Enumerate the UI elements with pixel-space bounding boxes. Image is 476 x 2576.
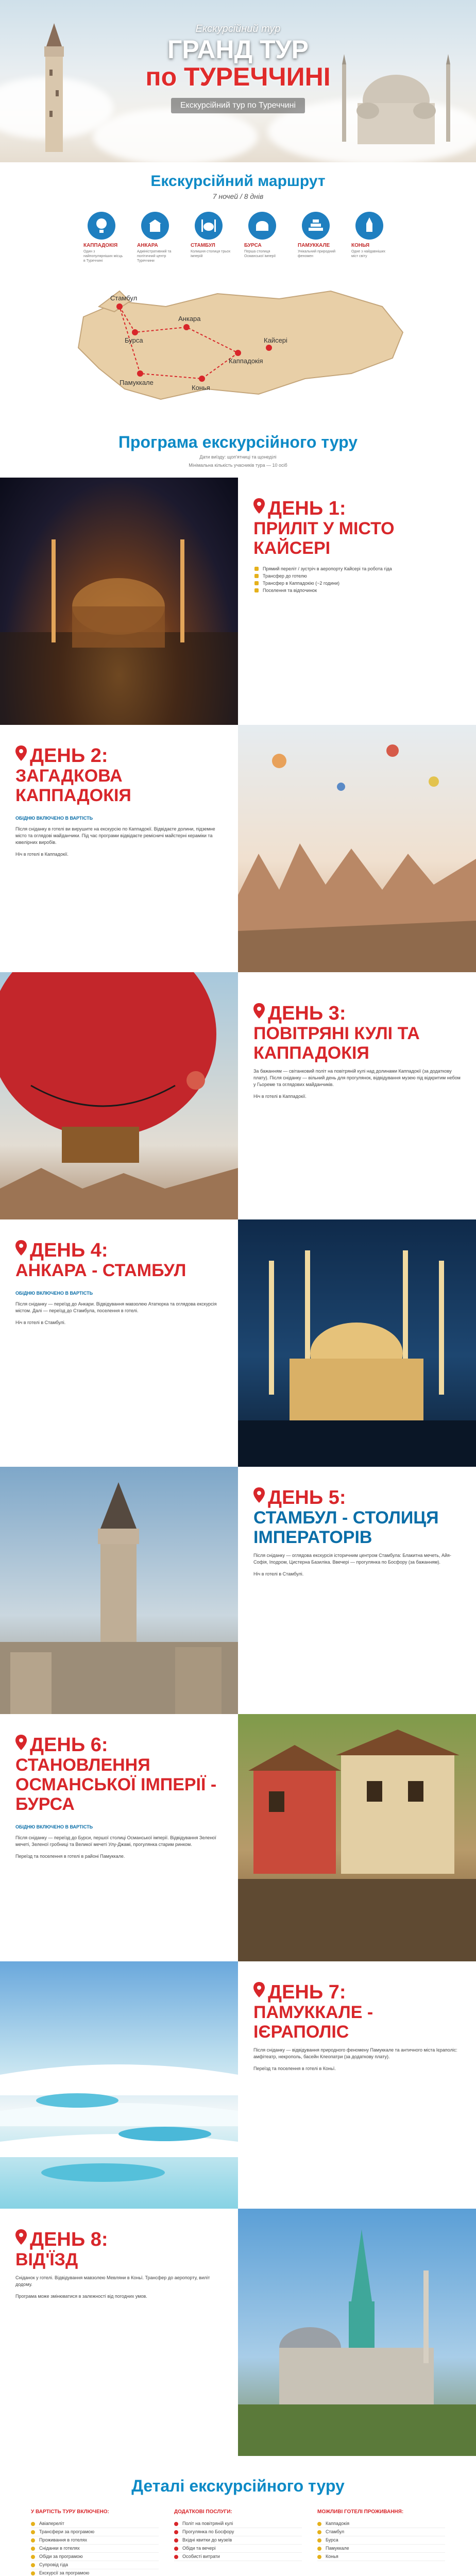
day-6-included: ОБІДНЮ ВКЛЮЧЕНО В ВАРТІСТЬ (15, 1824, 93, 1829)
location-pin-icon (15, 1240, 27, 1256)
mosque-icon (199, 216, 218, 235)
day-5 (0, 1467, 476, 1714)
day-2-included: ОБІДНЮ ВКЛЮЧЕНО В ВАРТІСТЬ (15, 816, 93, 821)
hero-title-accent: по ТУРЕЧЧИНІ (145, 62, 331, 91)
hot-air-balloon-image (0, 972, 238, 1219)
list-item: Поселення та відпочинок (253, 587, 461, 594)
hero-banner (0, 0, 476, 162)
mevlana-museum-image (238, 2209, 476, 2456)
day-6-photo (238, 1714, 476, 1961)
map-label-bursa: Бурса (125, 336, 143, 344)
day-4-photo (238, 1219, 476, 1467)
day-3-label: ДЕНЬ 3: (268, 1003, 346, 1024)
day-4 (0, 1219, 476, 1467)
route-stop: КАППАДОКІЯ Один з найпопулярніших місць в Туреччині (83, 212, 125, 263)
list-item: Трансфер в Каппадокію (~2 години) (253, 580, 461, 587)
day-8-label: ДЕНЬ 8: (30, 2229, 108, 2250)
terraces-icon (307, 216, 325, 235)
route-duration: 7 ночей / 8 днів (212, 192, 264, 200)
day-3 (0, 972, 476, 1219)
day-7-closing: Переїзд та поселення в готелі в Коньї. (253, 2066, 336, 2071)
monument-icon (146, 216, 164, 235)
day-4-title: АНКАРА - СТАМБУЛ (15, 1261, 186, 1280)
list-item: Прогулянка по Босфору (174, 2528, 302, 2536)
route-stop: СТАМБУЛ Колишня столиця трьох імперій (191, 212, 232, 263)
day-3-title: ПОВІТРЯНІ КУЛІ ТА КАППАДОКІЯ (253, 1024, 420, 1063)
included-heading: У ВАРТІСТЬ ТУРУ ВКЛЮЧЕНО: (31, 2509, 109, 2515)
map-label-kayseri: Кайсері (264, 336, 287, 344)
list-item: Політ на повітряній кулі (174, 2520, 302, 2528)
day-1-label: ДЕНЬ 1: (268, 498, 346, 519)
route-stop: КОНЬЯ Одне з найдавніших міст світу (351, 212, 393, 263)
list-item: Супровід гіда (31, 2561, 159, 2569)
cappadocia-landscape-image (238, 725, 476, 972)
city-night-image (0, 478, 238, 725)
list-item: Обіди за програмою (31, 2553, 159, 2561)
day-8 (0, 2209, 476, 2456)
dome-icon (253, 216, 271, 235)
day-2-title: ЗАГАДКОВА КАППАДОКІЯ (15, 766, 131, 805)
day-8-description: Сніданок у готелі. Відвідування мавзолею Мевляни в Коньї. Трансфер до аеропорту, виліт додому. (15, 2275, 210, 2287)
day-3-description: За бажанням — світанковий політ на повітряній кулі над долинами Каппадокії (за додаткову плату). Після сніданку — вільний день для прогулянок, відвідування музею під відкритим небом у Гьореме та оглядових майданчиків. (253, 1069, 461, 1087)
day-1 (0, 478, 476, 725)
day-4-label: ДЕНЬ 4: (30, 1240, 108, 1261)
day-4-description: Після сніданку — переїзд до Анкари. Відвідування мавзолею Ататюрка та оглядова екскурсія містом. Далі — переїзд до Стамбула, поселення в готелі. (15, 1301, 217, 1313)
day-8-photo (238, 2209, 476, 2456)
day-6-closing: Переїзд та поселення в готелі в районі Памуккале. (15, 1854, 125, 1859)
hotels-column (317, 2509, 445, 2576)
day-2-closing: Ніч в готелі в Каппадокії. (15, 852, 69, 857)
route-stop: АНКАРА Адміністративний та політичний центр Туреччини (137, 212, 178, 263)
day-1-photo (0, 478, 238, 725)
list-item: Сніданки в готелях (31, 2545, 159, 2553)
day-6-description: Після сніданку — переїзд до Бурси, першої столиці Османської імперії. Відвідування Зеленої мечеті, Зеленої гробниці та Великої мечеті Улу-Джамі, прогулянка старим ринком. (15, 1835, 216, 1847)
map-label-cappadocia: Каппадокія (229, 357, 263, 365)
pamukkale-terraces-image (0, 1961, 238, 2209)
day-4-included: ОБІДНЮ ВКЛЮЧЕНО В ВАРТІСТЬ (15, 1291, 93, 1296)
day-3-closing: Ніч в готелі в Каппадокії. (253, 1094, 307, 1099)
location-pin-icon (15, 2229, 27, 2245)
location-pin-icon (253, 498, 265, 514)
extras-column (174, 2509, 302, 2576)
map-label-konya: Конья (192, 384, 210, 392)
mosque-night-image (238, 1219, 476, 1467)
location-pin-icon (253, 1003, 265, 1019)
day-5-title: СТАМБУЛ - СТОЛИЦЯ ІМПЕРАТОРІВ (253, 1508, 439, 1547)
day-7-title: ПАМУККАЛЕ - ІЄРАПОЛІС (253, 2003, 373, 2042)
program-dates-note: Дати виїзду: щоп'ятниці та щонеділі (199, 454, 277, 460)
map-label-pamukkale: Памуккале (120, 379, 154, 386)
list-item: Обіди та вечері (174, 2545, 302, 2553)
day-2 (0, 725, 476, 972)
day-3-photo (0, 972, 238, 1219)
day-5-label: ДЕНЬ 5: (268, 1487, 346, 1509)
hero-cta-button[interactable]: Екскурсійний тур по Туреччині (171, 98, 305, 113)
day-2-label: ДЕНЬ 2: (30, 745, 108, 767)
ottoman-houses-image (238, 1714, 476, 1961)
route-stops (0, 212, 476, 263)
list-item: Екскурсії за програмою (31, 2569, 159, 2576)
day-6 (0, 1714, 476, 1961)
program-section (0, 422, 476, 478)
program-title: Програма екскурсійного туру (118, 433, 358, 451)
list-item: Памуккале (317, 2545, 445, 2553)
program-min-note: Мінімальна кількість учасників тура — 10 осіб (189, 463, 287, 468)
list-item: Конья (317, 2553, 445, 2561)
route-stop: ПАМУККАЛЕ Унікальний природний феномен (298, 212, 339, 263)
day-2-photo (238, 725, 476, 972)
galata-tower-image (0, 1467, 238, 1714)
list-item: Стамбул (317, 2528, 445, 2536)
day-5-closing: Ніч в готелі в Стамбулі. (253, 1571, 304, 1577)
list-item: Прямий переліт / зустріч в аеропорту Кайсері та робота гіда (253, 565, 461, 572)
balloon-icon (92, 216, 111, 235)
day-1-list (253, 565, 461, 594)
details-title: Деталі екскурсійного туру (131, 2477, 345, 2495)
route-section (0, 162, 476, 422)
location-pin-icon (253, 1487, 265, 1503)
list-item: Каппадокія (317, 2520, 445, 2528)
list-item: Трансфери за програмою (31, 2528, 159, 2536)
day-5-description: Після сніданку — оглядова екскурсія історичним центром Стамбула: Блакитна мечеть, Айя-Софія, Іподром, Цистерна Базиліка. Ввечері — прогулянка по Босфору (за бажанням). (253, 1553, 451, 1565)
day-7-description: Після сніданку — відвідування природного феномену Памуккале та античного міста Ієраполіс: амфітеатр, некрополь, басейн Клеопатри (за додаткову плату). (253, 2047, 457, 2059)
map-label-ankara: Анкара (178, 315, 201, 323)
route-title: Екскурсійний маршрут (150, 173, 326, 190)
hotels-heading: МОЖЛИВІ ГОТЕЛІ ПРОЖИВАННЯ: (317, 2509, 404, 2515)
location-pin-icon (15, 745, 27, 761)
hero-subtitle: Екскурсійний тур (195, 23, 281, 35)
map-label-istanbul: Стамбул (110, 294, 138, 302)
extras-heading: ДОДАТКОВІ ПОСЛУГИ: (174, 2509, 232, 2515)
day-6-label: ДЕНЬ 6: (30, 1734, 108, 1756)
list-item: Трансфер до готелю (253, 572, 461, 580)
route-stop: БУРСА Перша столиця Османської імперії (244, 212, 285, 263)
day-7-label: ДЕНЬ 7: (268, 1981, 346, 2003)
day-8-title: ВІД'ЇЗД (15, 2250, 78, 2269)
list-item: Авіапереліт (31, 2520, 159, 2528)
day-8-closing: Програма може змінюватися в залежності від погодних умов. (15, 2294, 147, 2299)
mausoleum-icon (360, 216, 379, 235)
list-item: Вхідні квитки до музеїв (174, 2536, 302, 2545)
day-1-title: ПРИЛІТ У МІСТО КАЙСЕРІ (253, 519, 395, 558)
day-4-closing: Ніч в готелі в Стамбулі. (15, 1320, 66, 1325)
day-2-description: Після сніданку в готелі ви вирушите на екскурсію по Каппадокії. Відвідаєте долини, підземне місто та оглядові майданчики. Під час програми відвідаєте ремісничі майстерні кераміки та ювелірних виробів. (15, 826, 215, 845)
day-5-photo (0, 1467, 238, 1714)
day-7-photo (0, 1961, 238, 2209)
day-6-title: СТАНОВЛЕННЯ ОСМАНСЬКОЇ ІМПЕРІЇ - БУРСА (15, 1755, 217, 1814)
hero-title: ГРАНД ТУР (167, 35, 309, 64)
location-pin-icon (253, 1982, 265, 1997)
location-pin-icon (15, 1735, 27, 1750)
list-item: Бурса (317, 2536, 445, 2545)
tour-details (0, 2456, 476, 2576)
day-7 (0, 1961, 476, 2209)
turkey-route-map (63, 270, 413, 415)
list-item: Проживання в готелях (31, 2536, 159, 2545)
list-item: Особисті витрати (174, 2553, 302, 2561)
included-column (31, 2509, 159, 2576)
